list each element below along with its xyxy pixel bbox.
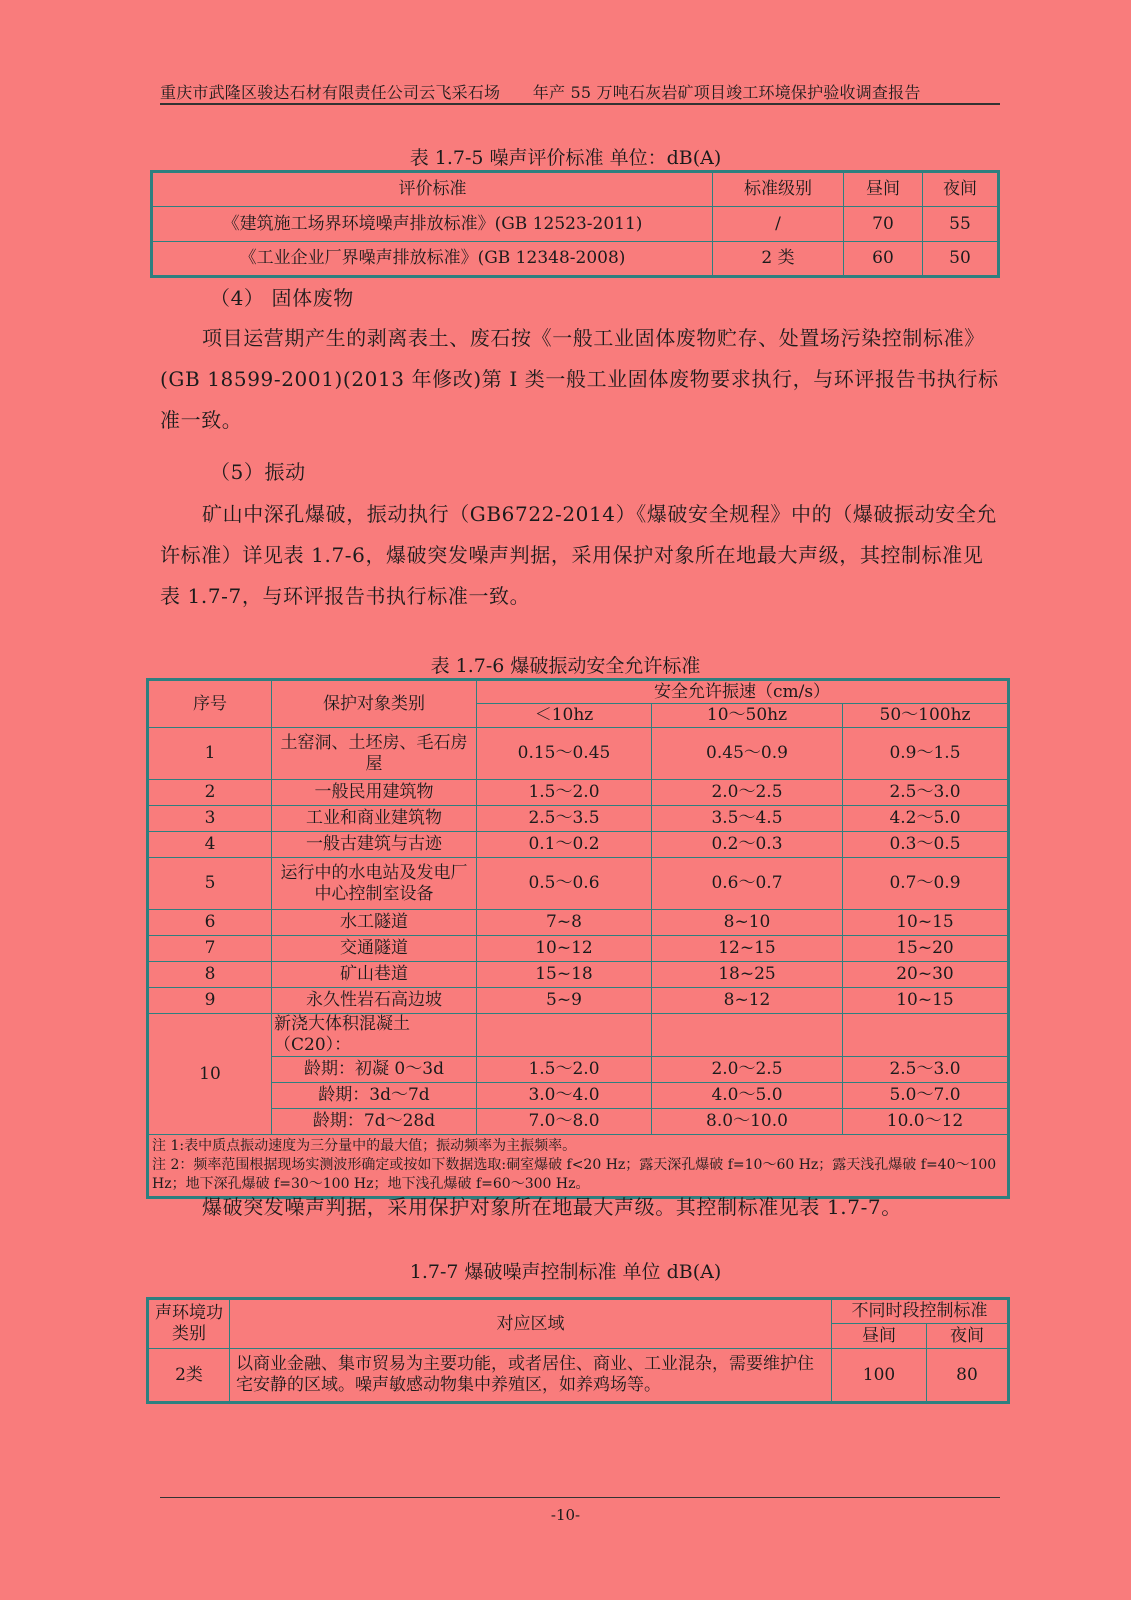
t1-cell: / xyxy=(713,207,844,242)
t1-header: 标准级别 xyxy=(713,172,844,207)
noise-standard-table xyxy=(150,170,1000,278)
blast-noise-table xyxy=(146,1297,1010,1404)
t3-header-day: 昼间 xyxy=(832,1324,927,1349)
t1-cell: 55 xyxy=(923,207,999,242)
t3-header-class: 声环境功类别 xyxy=(148,1299,230,1349)
t2-header-type: 保护对象类别 xyxy=(272,680,477,728)
t2-cell: 10~15 xyxy=(843,910,1009,936)
t2-cell: 7.0～8.0 xyxy=(477,1109,652,1135)
t2-cell: 1.5～2.0 xyxy=(477,780,652,806)
table-row xyxy=(148,1014,1009,1057)
t2-cell: 3.0～4.0 xyxy=(477,1083,652,1109)
section5-title: （5）振动 xyxy=(210,460,306,484)
t1-header: 夜间 xyxy=(923,172,999,207)
t2-cell: 2.0～2.5 xyxy=(652,1057,843,1083)
t2-cell: 2.0～2.5 xyxy=(652,780,843,806)
page-header xyxy=(160,80,1000,103)
t2-cell: 5~9 xyxy=(477,988,652,1014)
t2-cell: 8 xyxy=(148,962,272,988)
t2-cell: 0.1～0.2 xyxy=(477,832,652,858)
table-row xyxy=(148,806,1009,832)
t2-cell: 10.0～12 xyxy=(843,1109,1009,1135)
t2-cell: 0.2～0.3 xyxy=(652,832,843,858)
t2-cell: 3.5～4.5 xyxy=(652,806,843,832)
t2-cell: 3 xyxy=(148,806,272,832)
t2-cell: 8.0～10.0 xyxy=(652,1109,843,1135)
table1-caption: 表 1.7-5 噪声评价标准 单位：dB(A) xyxy=(409,147,722,169)
t2-cell: 2.5～3.5 xyxy=(477,806,652,832)
t2-cell: 1.5～2.0 xyxy=(477,1057,652,1083)
t2-row10-index: 10 xyxy=(148,1014,272,1135)
t2-cell: 0.3～0.5 xyxy=(843,832,1009,858)
t2-header-freq: ＜10hz xyxy=(477,704,652,728)
table-row xyxy=(148,1109,1009,1135)
t2-cell: 8~10 xyxy=(652,910,843,936)
t2-header-freq: 50～100hz xyxy=(843,704,1009,728)
t2-cell: 10~15 xyxy=(843,988,1009,1014)
header-rule xyxy=(160,103,1000,105)
t2-cell: 0.15～0.45 xyxy=(477,728,652,780)
t1-cell: 《工业企业厂界噪声排放标准》(GB 12348-2008) xyxy=(152,242,713,277)
t2-header-freq: 10～50hz xyxy=(652,704,843,728)
t2-cell: 工业和商业建筑物 xyxy=(272,806,477,832)
t3-cell: 以商业金融、集市贸易为主要功能，或者居住、商业、工业混杂，需要维护住宅安静的区域。噪声敏感动物集中养殖区，如养鸡场等。 xyxy=(230,1349,832,1403)
table-row xyxy=(148,1057,1009,1083)
header-left: 重庆市武隆区骏达石材有限责任公司云飞采石场 xyxy=(160,83,501,102)
t2-cell: 4 xyxy=(148,832,272,858)
t2-cell: 12~15 xyxy=(652,936,843,962)
table-row xyxy=(148,1349,1009,1403)
table-row xyxy=(148,988,1009,1014)
t2-cell: 15~18 xyxy=(477,962,652,988)
t2-cell: 6 xyxy=(148,910,272,936)
blast-noise-text: 爆破突发噪声判据，采用保护对象所在地最大声级。其控制标准见表 1.7-7。 xyxy=(202,1195,902,1219)
t2-note1: 注 1:表中质点振动速度为三分量中的最大值；振动频率为主振频率。 xyxy=(152,1138,577,1154)
table3-caption: 1.7-7 爆破噪声控制标准 单位 dB(A) xyxy=(409,1261,722,1283)
t2-row10-title: 新浇大体积混凝土（C20）： xyxy=(272,1014,477,1057)
table-row xyxy=(148,728,1009,780)
t2-cell: 2.5～3.0 xyxy=(843,1057,1009,1083)
t2-cell: 土窑洞、土坯房、毛石房屋 xyxy=(272,728,477,780)
page-number: -10- xyxy=(550,1506,581,1524)
t3-cell: 80 xyxy=(927,1349,1009,1403)
t2-cell: 0.5～0.6 xyxy=(477,858,652,910)
t2-cell: 8~12 xyxy=(652,988,843,1014)
table-row xyxy=(148,910,1009,936)
table-row xyxy=(148,858,1009,910)
t2-cell xyxy=(652,1014,843,1057)
t2-note2: 注 2：频率范围根据现场实测波形确定或按如下数据选取:硐室爆破 f<20 Hz；露天深孔爆破 f=10～60 Hz；露天浅孔爆破 f=40～100 Hz；地下深孔爆破 f=30～100 Hz；地下浅孔爆破 f=60～300 Hz。 xyxy=(152,1157,997,1192)
t2-cell: 龄期：初凝 0～3d xyxy=(272,1057,477,1083)
t2-cell: 0.7～0.9 xyxy=(843,858,1009,910)
t2-cell: 一般古建筑与古迹 xyxy=(272,832,477,858)
vibration-standard-table xyxy=(146,678,1010,1199)
table-row xyxy=(148,832,1009,858)
t2-cell: 7~8 xyxy=(477,910,652,936)
t2-cell xyxy=(477,1014,652,1057)
t3-cell: 100 xyxy=(832,1349,927,1403)
t2-cell: 1 xyxy=(148,728,272,780)
t2-cell: 4.0～5.0 xyxy=(652,1083,843,1109)
section4-title: （4） 固体废物 xyxy=(210,286,354,310)
table-row xyxy=(152,242,999,277)
table2-caption: 表 1.7-6 爆破振动安全允许标准 xyxy=(430,655,701,677)
table-row xyxy=(152,207,999,242)
t2-cell: 4.2～5.0 xyxy=(843,806,1009,832)
t1-header: 评价标准 xyxy=(152,172,713,207)
t2-cell: 0.9～1.5 xyxy=(843,728,1009,780)
t2-cell: 水工隧道 xyxy=(272,910,477,936)
t2-cell: 15~20 xyxy=(843,936,1009,962)
t2-header-speed: 安全允许振速（cm/s） xyxy=(477,680,1009,704)
t3-header-night: 夜间 xyxy=(927,1324,1009,1349)
t2-header-index: 序号 xyxy=(148,680,272,728)
t2-cell: 龄期：7d～28d xyxy=(272,1109,477,1135)
t2-cell: 0.6～0.7 xyxy=(652,858,843,910)
t2-cell: 20~30 xyxy=(843,962,1009,988)
t2-cell: 18~25 xyxy=(652,962,843,988)
t3-header-area: 对应区域 xyxy=(230,1299,832,1349)
t2-cell: 交通隧道 xyxy=(272,936,477,962)
t2-cell: 2 xyxy=(148,780,272,806)
t1-cell: 70 xyxy=(844,207,923,242)
t2-cell: 5.0～7.0 xyxy=(843,1083,1009,1109)
table-row xyxy=(148,1083,1009,1109)
t2-cell: 永久性岩石高边坡 xyxy=(272,988,477,1014)
section5-text: 矿山中深孔爆破，振动执行（GB6722-2014）《爆破安全规程》中的（爆破振动安全允许标准）详见表 1.7-6，爆破突发噪声判据，采用保护对象所在地最大声级，其控制标准见表 1.7-7，与环评报告书执行标准一致。 xyxy=(160,502,998,608)
t2-cell xyxy=(843,1014,1009,1057)
t1-cell: 60 xyxy=(844,242,923,277)
t3-header-std: 不同时段控制标准 xyxy=(832,1299,1009,1324)
t2-cell: 一般民用建筑物 xyxy=(272,780,477,806)
t2-cell: 5 xyxy=(148,858,272,910)
t3-cell: 2类 xyxy=(148,1349,230,1403)
table-row xyxy=(148,962,1009,988)
t2-cell: 7 xyxy=(148,936,272,962)
t1-cell: 50 xyxy=(923,242,999,277)
footer-rule xyxy=(160,1497,1000,1498)
t2-cell: 10~12 xyxy=(477,936,652,962)
t2-cell: 矿山巷道 xyxy=(272,962,477,988)
t2-cell: 9 xyxy=(148,988,272,1014)
t2-cell: 0.45～0.9 xyxy=(652,728,843,780)
t2-cell: 龄期：3d～7d xyxy=(272,1083,477,1109)
table-row xyxy=(148,780,1009,806)
t1-cell: 《建筑施工场界环境噪声排放标准》(GB 12523-2011) xyxy=(152,207,713,242)
t1-header: 昼间 xyxy=(844,172,923,207)
table-row xyxy=(148,936,1009,962)
section4-text: 项目运营期产生的剥离表土、废石按《一般工业固体废物贮存、处置场污染控制标准》(GB 18599-2001)(2013 年修改)第 I 类一般工业固体废物要求执行，与环评报告书执行标准一致。 xyxy=(160,326,999,432)
t1-cell: 2 类 xyxy=(713,242,844,277)
header-right: 年产 55 万吨石灰岩矿项目竣工环境保护验收调查报告 xyxy=(532,83,921,102)
t2-cell: 2.5～3.0 xyxy=(843,780,1009,806)
t2-cell: 运行中的水电站及发电厂中心控制室设备 xyxy=(272,858,477,910)
